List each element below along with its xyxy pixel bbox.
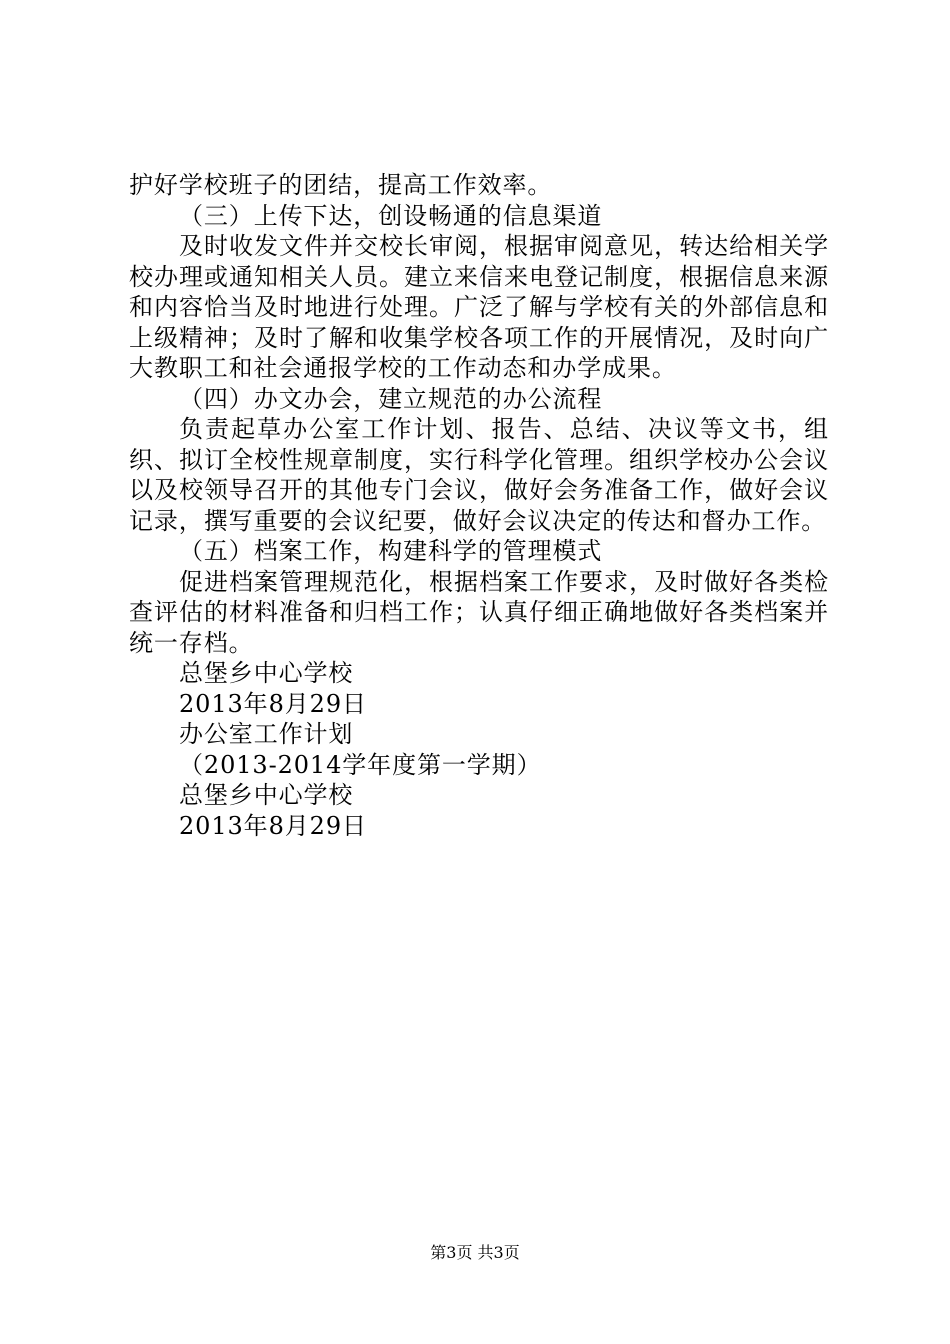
page-footer	[0, 1243, 950, 1263]
paragraph-office-process: 负责起草办公室工作计划、报告、总结、决议等文书，组织、拟订全校性规章制度，实行科学化管理。组织学校办公会议以及校领导召开的其他专门会议，做好会务准备工作，做好会议记录，撰写重要的会议纪要，做好会议决定的传达和督办工作。	[129, 415, 829, 535]
paragraph-continuation: 护好学校班子的团结，提高工作效率。	[129, 171, 553, 199]
signature-school-name: 总堡乡中心学校	[179, 659, 354, 687]
plan-title: 办公室工作计划	[179, 720, 354, 748]
section-heading-3: （三）上传下达，创设畅通的信息渠道	[179, 201, 603, 230]
paragraph-archive-work: 促进档案管理规范化，根据档案工作要求，及时做好各类检查评估的材料准备和归档工作；认真仔细正确地做好各类档案并统一存档。	[129, 567, 829, 657]
signature-date: 2013年8月29日	[179, 689, 367, 718]
section-heading-4: （四）办文办会，建立规范的办公流程	[179, 384, 603, 413]
signature-date-2: 2013年8月29日	[179, 811, 367, 840]
plan-term: （2013-2014学年度第一学期）	[179, 750, 542, 779]
page-number-label: 第3页 共3页	[430, 1243, 520, 1262]
document-body	[129, 170, 829, 841]
section-heading-5: （五）档案工作，构建科学的管理模式	[179, 537, 603, 565]
paragraph-info-channel: 及时收发文件并交校长审阅，根据审阅意见，转达给相关学校办理或通知相关人员。建立来信来电登记制度，根据信息来源和内容恰当及时地进行处理。广泛了解与学校有关的外部信息和上级精神；及时了解和收集学校各项工作的开展情况，及时向广大教职工和社会通报学校的工作动态和办学成果。	[129, 232, 829, 382]
signature-school-name-2: 总堡乡中心学校	[179, 781, 354, 809]
